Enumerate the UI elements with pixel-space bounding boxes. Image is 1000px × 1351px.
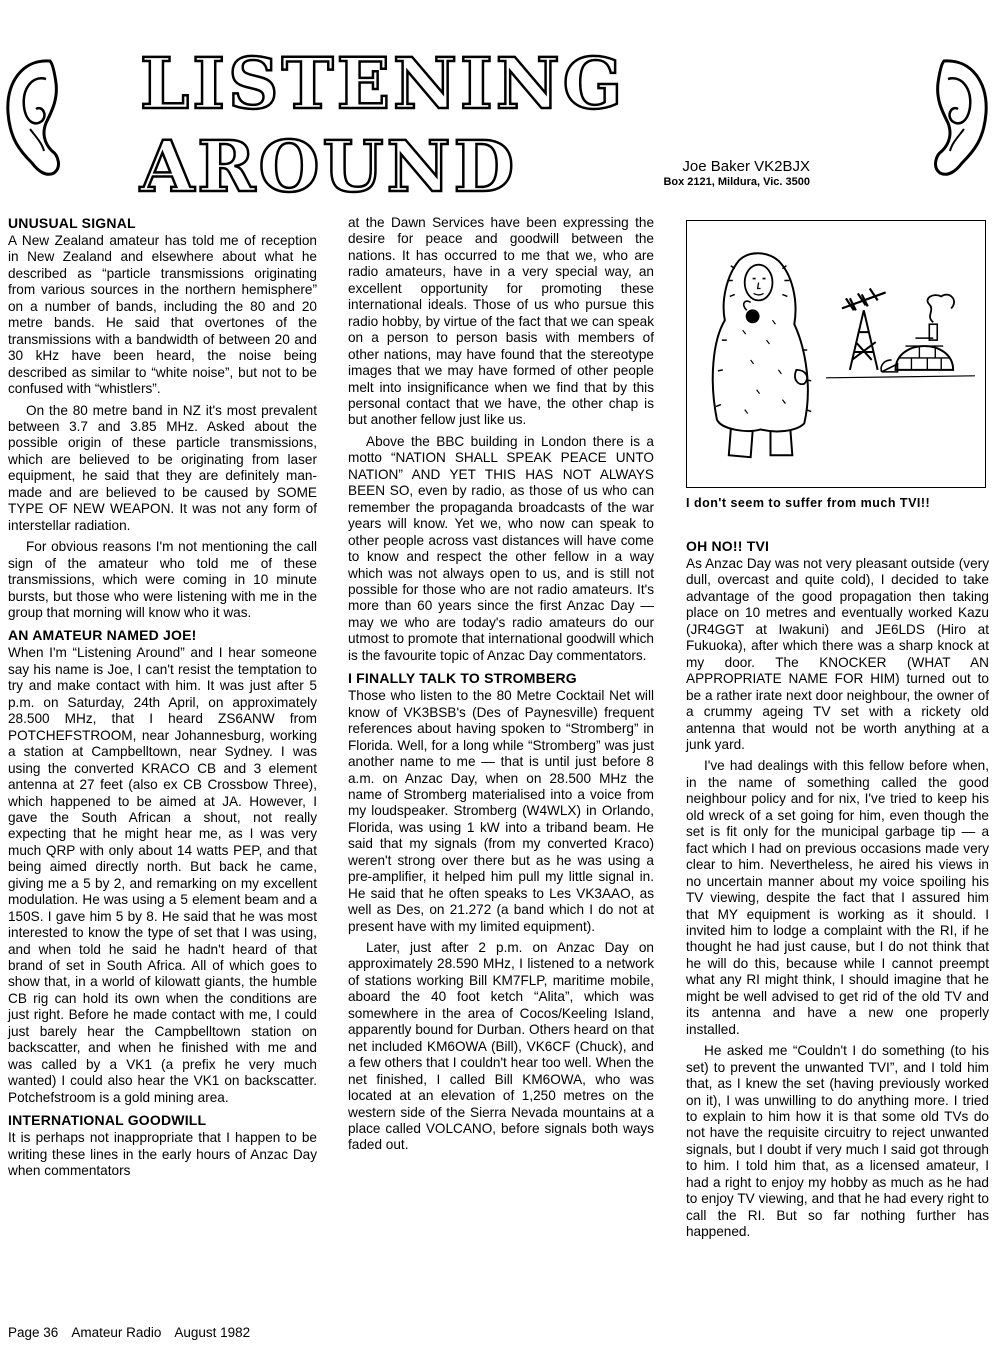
paragraph: It is perhaps not inappropriate that I happen to be writing these lines in the early hours of Anzac Day when commentators [8, 1130, 317, 1179]
page-footer [8, 1325, 260, 1340]
ear-left-icon [2, 55, 64, 180]
paragraph: For obvious reasons I'm not mentioning the call sign of the amateur who told me of these transmissions, which were coming in 10 minute bursts, but those who were listening with me in the group that morning will know who it was. [8, 539, 317, 620]
paragraph: On the 80 metre band in NZ it's most prevalent between 3.7 and 3.85 MHz. Asked about the possible origin of these particle transmissions, which are believed to be originating from laser equipment, he said that they are definitely man-made and are believed to be caused by SOME TYPE OF NEW WEAPON. It was not any form of interstellar radiation. [8, 402, 317, 533]
paragraph: I've had dealings with this fellow before when, in the name of something called the good neighbour policy and for nix, I've tried to keep his old wreck of a set going for him, even though the set is fit only for the municipal garbage tip — a fact which I had on previous occasions made very clear to him. Nevertheless, he aired his views in no uncertain manner about my voice spoiling his TV viewing, despite the fact that I assured him that MY equipment is working as it should. I invited him to lodge a complaint with the RI, if he thought he had just cause, but I do not think that he will do this, because while I cannot preempt what any RI might think, I should imagine that he might be well advised to get rid of the old TV and its antenna and have a new one properly installed. [686, 758, 989, 1037]
column-2 [348, 215, 654, 1154]
author-address: Box 2121, Mildura, Vic. 3500 [663, 176, 810, 188]
author-name: Joe Baker VK2BJX [682, 158, 810, 175]
ear-right-icon [930, 55, 992, 180]
eskimo-igloo-cartoon [687, 221, 985, 487]
column-1 [8, 215, 317, 1179]
heading-international-goodwill: INTERNATIONAL GOODWILL [8, 1112, 207, 1129]
page-title: LISTENING AROUND [140, 42, 626, 208]
paragraph: Later, just after 2 p.m. on Anzac Day on approximately 28.590 MHz, I listened to a network of stations working Bill KM7FLP, maritime mobile, aboard the 40 foot ketch “Alita”, which was somewhere in the area of Cocos/Keeling Island, apparently bound for Durban. Others heard on that net included KM6OWA (Bill), VK6CF (Chuck), and a few others that I couldn't hear too well. When the net finished, I called Bill KM6OWA, who was located at an elevation of 1,250 metres on the western side of the Sierra Nevada mountains at a place called VOLCANO, before signals both ways faded out. [348, 940, 654, 1153]
issue-date: August 1982 [174, 1325, 251, 1340]
cartoon-illustration [686, 220, 986, 488]
paragraph: Above the BBC building in London there is a motto “NATION SHALL SPEAK PEACE UNTO NATION” AND YET THIS HAS NOT ALWAYS BEEN SO, even by radio, as those of us who can remember the propaganda broadcasts of the war years will know. Yet we, who now can speak to other people across vast distances will have come to know and respect the other fellow in a way which was not always open to us, and is still not possible for those who are not radio amateurs. It's more than 60 years since the first Anzac Day — may we who are today's radio amateurs do our utmost to promote that international goodwill which is the favourite topic of Anzac Day commentators. [348, 433, 654, 663]
heading-stromberg: I FINALLY TALK TO STROMBERG [348, 670, 577, 687]
column-3 [686, 538, 989, 1241]
paragraph: When I'm “Listening Around” and I hear someone say his name is Joe, I can't resist the temptation to try and make contact with him. It was just after 5 p.m. on Saturday, 24th April, on approximately 28.500 MHz, that I heard ZS6ANW from POTCHEFSTROOM, near Johannesburg, working a station at Campbelltown, near Sydney. I was using the converted KRACO CB and 3 element antenna at 27 feet (also ex CB Crossbow Three), which happened to be aimed at JA. However, I gave the South African a shout, not really expecting that he might hear me, as I was very much QRP with only about 14 watts PEP, and that being aimed directly north. But back he came, giving me a 5 by 2, and remarking on my excellent modulation. He was using a 5 element beam and a 150S. I gave him 5 by 8. He said that he was most interested to know the type of set that I was using, and when told he said he hadn't heard of that brand of set in South Africa. All of which goes to show that, in a world of kilowatt giants, the humble CB rig can hold its own when the conditions are just right. Before he made contact with me, I could just barely hear the Campbelltown station on backscatter, and when he finished with me and was called by a VK1 (a prefix he very much wanted) I could also hear the VK1 on backscatter. Potchefstroom is a gold mining area. [8, 645, 317, 1105]
heading-oh-no-tvi: OH NO!! TVI [686, 538, 770, 554]
paragraph: As Anzac Day was not very pleasant outside (very dull, overcast and quite cold), I decided to take advantage of the good propagation then taking place on 10 metres and eventually worked Kazu (JR4GGT at Iwakuni) and JE6LDS (Hiro at Fukuoka), after which there was a sharp knock at my door. The KNOCKER (WHAT AN APPROPRIATE NAME FOR HIM) turned out to be a rather irate next door neighbour, the owner of a crummy ageing TV set with a rickety old antenna that would not be worth anything at a junk yard. [686, 556, 989, 752]
page-number: Page 36 [8, 1325, 59, 1340]
cartoon-caption: I don't seem to suffer from much TVI!! [686, 496, 931, 510]
paragraph: He asked me “Couldn't I do something (to his set) to prevent the unwanted TVI”, and I told him that, as I knew the set (having previously worked on it), I was unwilling to do anything more. I tried to explain to him how it is that some old TVs do not have the requisite circuitry to reject unwanted signals, but I doubt if very much I said got through to him. I told him that, as a licensed amateur, I had a right to enjoy my hobby as much as he had to enjoy TV viewing, and that he had every right to call the RI. But so far nothing further has happened. [686, 1043, 989, 1240]
paragraph: A New Zealand amateur has told me of reception in New Zealand and elsewhere about what he described as “particle transmissions originating from various sources in the northern hemisphere” on a number of bands, including the 80 and 20 metre bands. He said that overtones of the transmissions with a bandwidth of between 20 and 30 kHz have been heard, the noise being described as similar to “white noise”, but not to be confused with “whistlers”. [8, 233, 317, 397]
heading-unusual-signal: UNUSUAL SIGNAL [8, 215, 136, 231]
magazine-name: Amateur Radio [71, 1325, 162, 1340]
paragraph: Those who listen to the 80 Metre Cocktail Net will know of VK3BSB's (Des of Paynesville) frequent references about having spoken to “Stromberg” in Florida. Well, for a long while “Stromberg” was just another name to me — that is until just before 8 a.m. on Anzac Day, when on 28.500 MHz the name of Stromberg materialised into a voice from my loudspeaker. Stromberg (W4WLX) in Orlando, Florida, was using 1 kW into a triband beam. He said that my signals (from my converted Kraco) weren't strong over there but as he was using a pre-amplifier, it helped him pull my little signal in. He said that he often speaks to Les VK3AAO, as well as Des, on 21.272 (a band which I do not at present have with my limited equipment). [348, 688, 654, 934]
byline [560, 158, 810, 189]
heading-amateur-named-joe: AN AMATEUR NAMED JOE! [8, 627, 197, 644]
paragraph: at the Dawn Services have been expressing the desire for peace and goodwill between the nations. It has occurred to me that we, who are radio amateurs, have in a very special way, an excellent opportunity for promoting these international ideals. Those of us who pursue this radio hobby, by virtue of the fact that we can speak on a person to person basis with members of other nations, may have found that the stereotype images that we may have formed of other people melt into insignificance when we find that by this personal contact that we have, the other chap is but another fellow just like us. [348, 215, 654, 428]
